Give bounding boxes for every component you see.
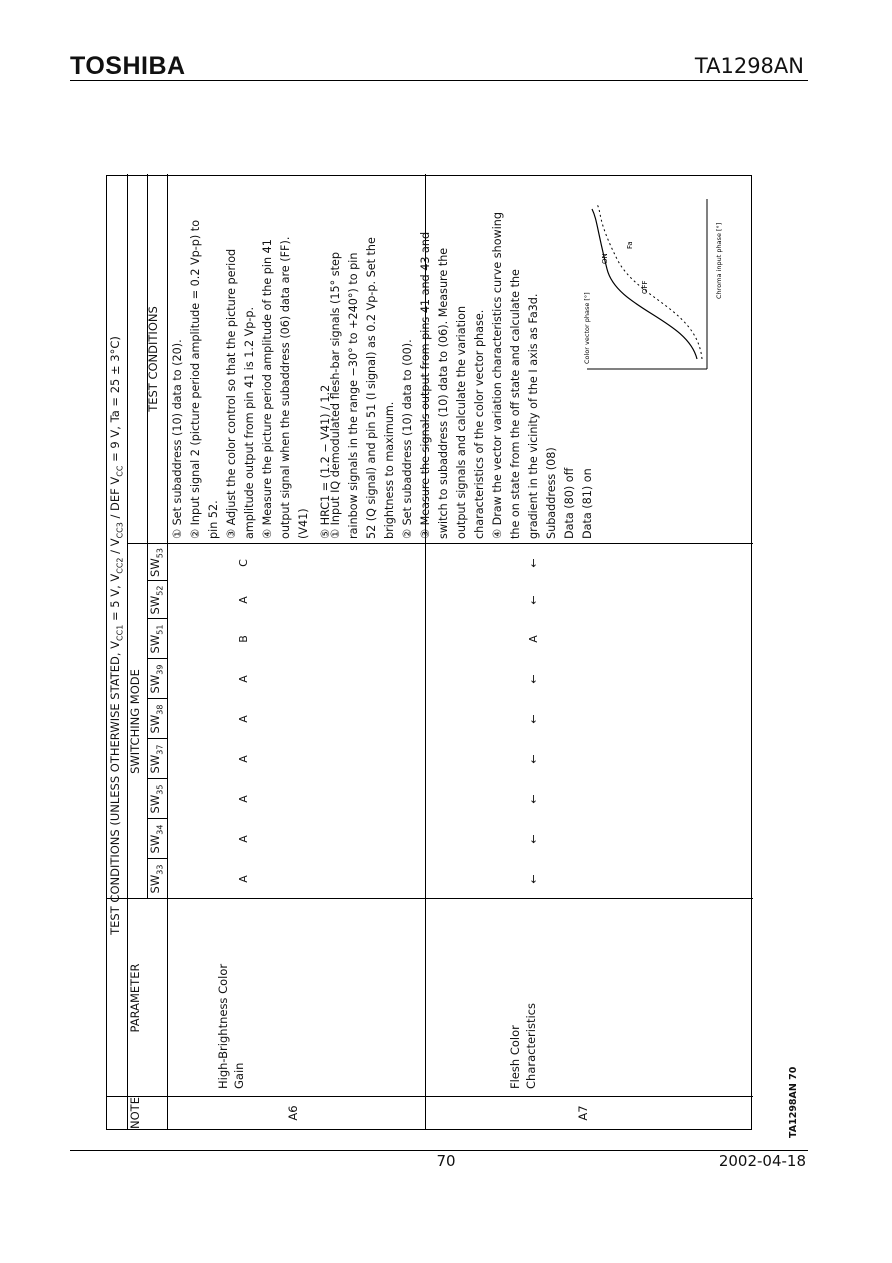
parameter-a6-line2: Gain (232, 1062, 246, 1089)
switch-setting: A (237, 755, 250, 763)
condition-line: switch to subaddress (10) data to (06). Measure the (437, 247, 450, 539)
condition-line: output signals and calculate the variation (455, 305, 468, 539)
brand-logo: TOSHIBA (70, 52, 186, 80)
switch-header: $SW_{51}$ (148, 624, 165, 654)
condition-line: ④ Measure the picture period amplitude of the pin 41 (261, 239, 274, 539)
switch-setting: ← (527, 674, 540, 684)
condition-line: brightness to maximum. (383, 401, 396, 539)
condition-line: ③ Adjust the color control so that the picture period (225, 248, 238, 539)
switch-setting: ← (527, 794, 540, 804)
publication-date: 2002-04-18 (718, 1152, 806, 1170)
condition-line: ③ Measure the signals output from pins 41 and 43 and (419, 231, 432, 539)
switch-header: $SW_{34}$ (148, 824, 165, 854)
switch-setting: ← (527, 754, 540, 764)
condition-line: characteristics of the color vector phase. (473, 309, 486, 539)
switch-header: $SW_{35}$ (148, 784, 165, 814)
condition-line: ⑤ HRC1 = (1.2 − V41) / 1.2 (319, 384, 332, 539)
switch-setting: ← (527, 834, 540, 844)
condition-line: Subaddress (08) (545, 447, 558, 539)
curve-label-on: ON (601, 253, 609, 264)
test-conditions-header: TEST CONDITIONS (146, 306, 160, 412)
switch-header: $SW_{38}$ (148, 704, 165, 734)
switch-setting: A (237, 875, 250, 883)
condition-line: pin 52. (207, 500, 220, 539)
curve-label-fa: Fa (626, 241, 634, 249)
switch-header: $SW_{52}$ (148, 585, 165, 615)
condition-line: ① Set subaddress (10) data to (20). (171, 339, 184, 539)
table-title: TEST CONDITIONS (UNLESS OTHERWISE STATED, $V_{CC1} = 5$ V, $V_{CC2} / V_{CC3}$ / DEF $V_{CC} = 9$ V, Ta = 25 ± 3°C) (108, 336, 125, 935)
condition-line: rainbow signals in the range −30° to +240°) to pin (347, 252, 360, 539)
condition-line: the on state from the off state and calculate the (509, 269, 522, 539)
switch-setting: ← (527, 874, 540, 884)
switch-setting: ← (527, 558, 540, 568)
parameter-a7-line2: Characteristics (524, 1003, 538, 1089)
parameter-a6-line1: High-Brightness Color (216, 963, 230, 1089)
note-a6: A6 (286, 1105, 300, 1121)
switch-header: $SW_{37}$ (148, 744, 165, 774)
condition-line: Data (81) on (581, 468, 594, 539)
switching-mode-header: SWITCHING MODE (128, 669, 142, 774)
note-header: NOTE (128, 1097, 142, 1129)
y-axis-label: Color vector phase [°] (583, 292, 591, 364)
switch-setting: C (237, 559, 250, 567)
condition-line: amplitude output from pin 41 is 1.2 Vp-p. (243, 306, 256, 539)
parameter-a7-line1: Flesh Color (508, 1025, 522, 1089)
note-a7: A7 (576, 1105, 590, 1121)
condition-line: gradient in the vicinity of the I axis as Fa3d. (527, 293, 540, 539)
test-conditions-table (106, 175, 752, 1130)
parameter-header: PARAMETER (128, 963, 142, 1033)
condition-line: 52 (Q signal) and pin 51 (I signal) as 0.2 Vp-p. Set the (365, 237, 378, 539)
condition-line: (V41) (297, 508, 310, 539)
switch-setting: A (237, 715, 250, 723)
switch-setting: A (237, 675, 250, 683)
condition-line: output signal when the subaddress (06) data are (FF). (279, 236, 292, 539)
page-number: 70 (436, 1152, 456, 1170)
switch-header: $SW_{39}$ (148, 664, 165, 694)
switch-setting: A (237, 596, 250, 604)
x-axis-label: Chroma input phase [°] (715, 222, 723, 299)
switch-setting: A (527, 635, 540, 643)
part-number: TA1298AN (694, 54, 804, 78)
curve-label-off: OFF (641, 280, 649, 294)
switch-setting: A (237, 835, 250, 843)
condition-line: Data (80) off (563, 467, 576, 539)
switch-header: $SW_{53}$ (148, 548, 165, 577)
condition-line: ④ Draw the vector variation characteristics curve showing (491, 212, 504, 539)
side-label: TA1298AN 70 (788, 1066, 799, 1138)
vector-phase-graph (577, 189, 727, 389)
switch-setting: A (237, 795, 250, 803)
switch-header: $SW_{33}$ (148, 864, 165, 894)
switch-setting: B (237, 635, 250, 643)
footer-rule (70, 1150, 808, 1151)
rotated-table-page (106, 175, 752, 1130)
switch-setting: ← (527, 714, 540, 724)
condition-line: ② Input signal 2 (picture period amplitude = 0.2 Vp-p) to (189, 219, 202, 539)
header-rule (70, 80, 808, 81)
switch-setting: ← (527, 595, 540, 605)
condition-line: ① Input IQ demodulated flesh-bar signals (15° step (329, 251, 342, 539)
condition-line: ② Set subaddress (10) data to (00). (401, 339, 414, 539)
